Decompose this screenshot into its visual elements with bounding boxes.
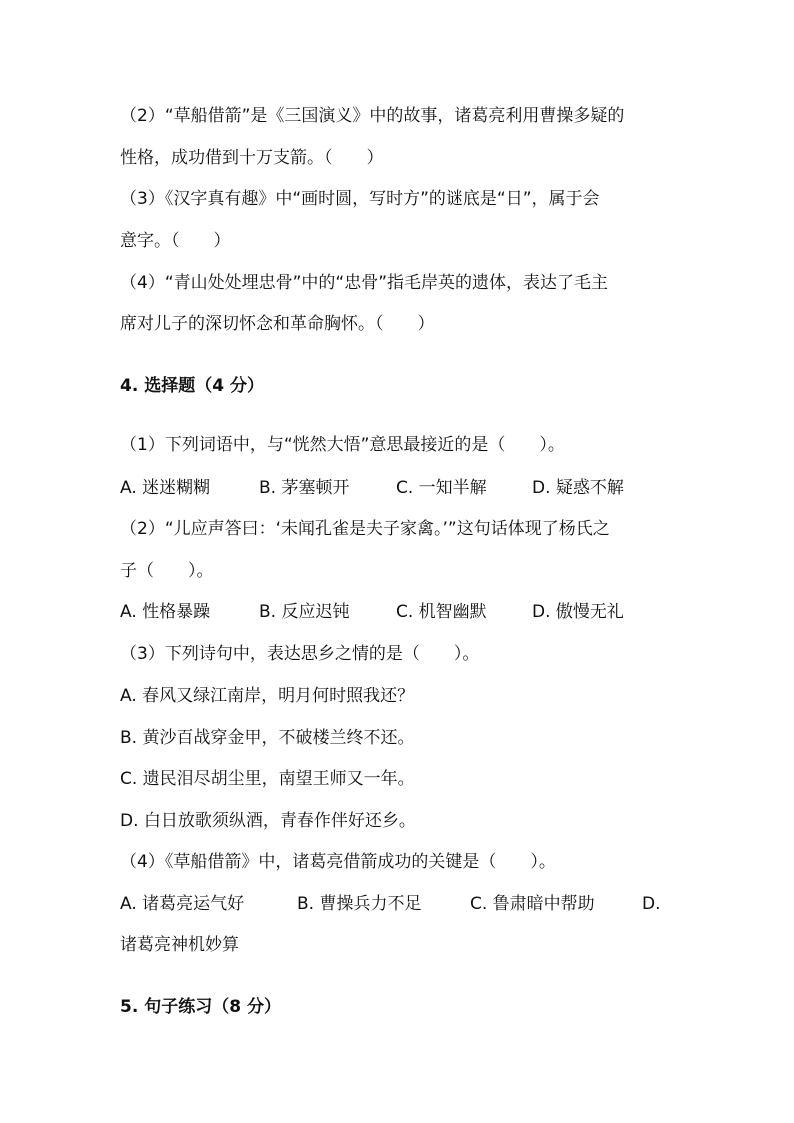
mc-q3-option-b: B. 黄沙百战穿金甲，不破楼兰终不还。 [120, 728, 415, 748]
mc-q4-option-d-label: D. [642, 894, 661, 914]
tf-question-4-line-1: （4）“青山处处埋忠骨”中的“忠骨”指毛岸英的遗体，表达了毛主 [120, 273, 609, 293]
tf-question-2-line-2: 性格，成功借到十万支箭。（ ） [120, 148, 384, 168]
mc-question-1-options [120, 476, 680, 500]
mc-question-1-stem: （1）下列词语中，与“恍然大悟”意思最接近的是（ ）。 [120, 435, 565, 455]
mc-q2-option-d: D. 傲慢无礼 [532, 602, 624, 622]
mc-q3-option-a: A. 春风又绿江南岸，明月何时照我还？ [120, 686, 415, 706]
mc-question-4-stem: （4）《草船借箭》中，诸葛亮借箭成功的关键是（ ）。 [120, 852, 556, 872]
tf-question-3-line-1: （3）《汉字真有趣》中“画时圆，写时方”的谜底是“日”，属于会 [120, 189, 600, 209]
mc-question-2-stem-line-2: 子（ ）。 [120, 561, 214, 581]
mc-q2-option-b: B. 反应迟钝 [259, 602, 350, 622]
mc-q1-option-b: B. 茅塞顿开 [259, 478, 350, 498]
section-5-heading: 5. 句子练习（8 分） [120, 997, 281, 1017]
tf-question-3-line-2: 意字。（ ） [120, 231, 231, 251]
mc-q3-option-c: C. 遗民泪尽胡尘里，南望王师又一年。 [120, 769, 415, 789]
tf-question-4-line-2: 席对儿子的深切怀念和革命胸怀。（ ） [120, 314, 435, 334]
mc-q4-option-a: A. 诸葛亮运气好 [120, 894, 245, 914]
mc-question-2-options [120, 600, 680, 624]
mc-q1-option-a: A. 迷迷糊糊 [120, 478, 211, 498]
mc-q1-option-c: C. 一知半解 [396, 478, 487, 498]
section-4-heading: 4. 选择题（4 分） [120, 376, 264, 396]
mc-q3-option-d: D. 白日放歌须纵酒，青春作伴好还乡。 [120, 811, 416, 831]
mc-q2-option-a: A. 性格暴躁 [120, 602, 211, 622]
mc-question-4-options [120, 892, 680, 916]
mc-question-2-stem-line-1: （2）“儿应声答曰：‘未闻孔雀是夫子家禽。’”这句话体现了杨氏之 [120, 519, 610, 539]
mc-q2-option-c: C. 机智幽默 [396, 602, 487, 622]
mc-q4-option-d-text: 诸葛亮神机妙算 [120, 935, 239, 955]
mc-question-3-stem: （3）下列诗句中，表达思乡之情的是（ ）。 [120, 644, 480, 664]
mc-q1-option-d: D. 疑惑不解 [532, 478, 624, 498]
mc-q4-option-b: B. 曹操兵力不足 [297, 894, 422, 914]
mc-q4-option-c: C. 鲁肃暗中帮助 [470, 894, 595, 914]
tf-question-2-line-1: （2）“草船借箭”是《三国演义》中的故事，诸葛亮利用曹操多疑的 [120, 106, 625, 126]
